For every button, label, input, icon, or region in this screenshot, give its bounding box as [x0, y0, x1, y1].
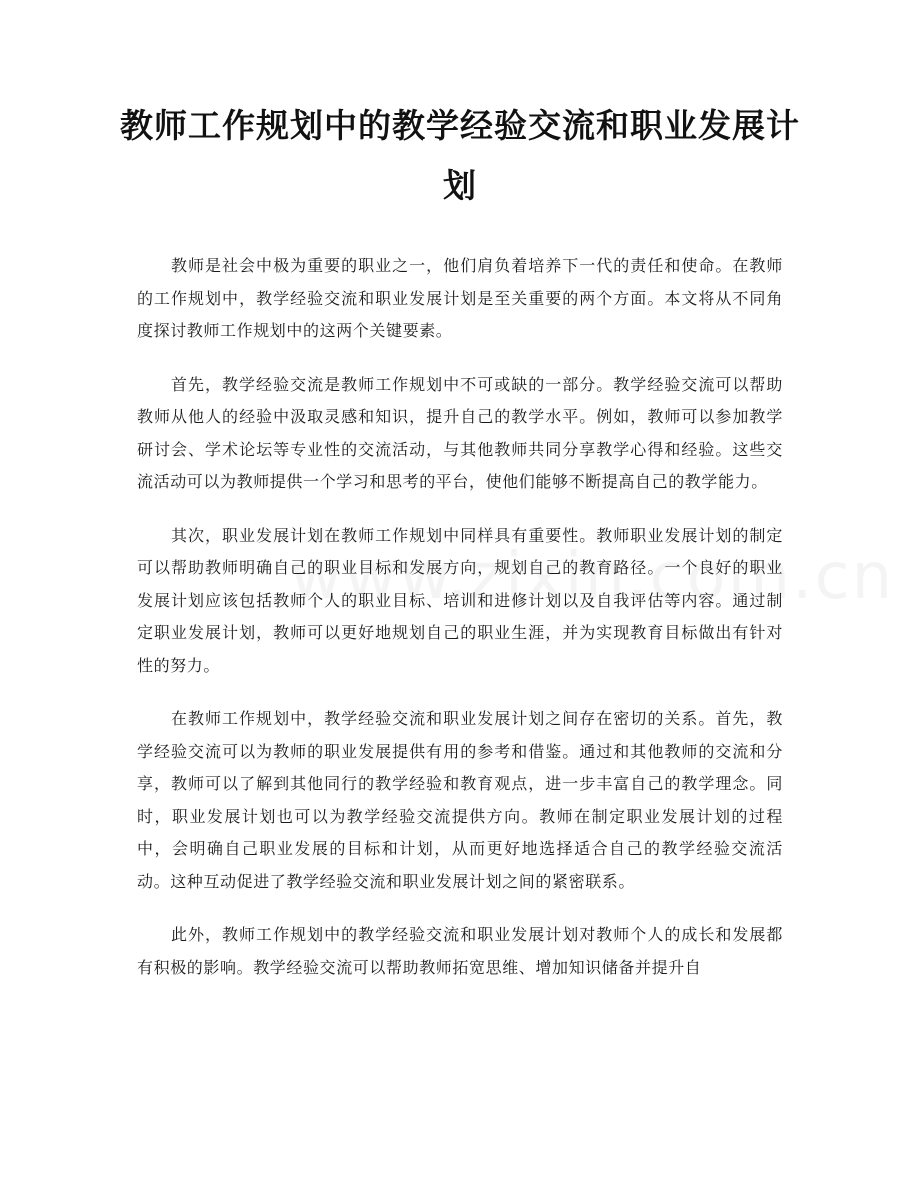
paragraph-4: 在教师工作规划中，教学经验交流和职业发展计划之间存在密切的关系。首先，教学经验交流可以为教师的职业发展提供有用的参考和借鉴。通过和其他教师的交流和分享，教师可以了解到其他同行的教学经验和教育观点，进一步丰富自己的教学理念。同时，职业发展计划也可以为教学经验交流提供方向。教师在制定职业发展计划的过程中，会明确自己职业发展的目标和计划，从而更好地选择适合自己的教学经验交流活动。这种互动促进了教学经验交流和职业发展计划之间的紧密联系。 [137, 709, 783, 891]
paragraph-1: 教师是社会中极为重要的职业之一，他们肩负着培养下一代的责任和使命。在教师的工作规划中，教学经验交流和职业发展计划是至关重要的两个方面。本文将从不同角度探讨教师工作规划中的这两个关键要素。 [137, 256, 783, 340]
document-body [137, 250, 783, 1005]
paragraph-5: 此外，教师工作规划中的教学经验交流和职业发展计划对教师个人的成长和发展都有积极的影响。教学经验交流可以帮助教师拓宽思维、增加知识储备并提升自 [137, 925, 783, 977]
paragraph-3: 其次，职业发展计划在教师工作规划中同样具有重要性。教师职业发展计划的制定可以帮助教师明确自己的职业目标和发展方向，规划自己的教育路径。一个良好的职业发展计划应该包括教师个人的职业目标、培训和进修计划以及自我评估等内容。通过制定职业发展计划，教师可以更好地规划自己的职业生涯，并为实现教育目标做出有针对性的努力。 [137, 525, 783, 675]
paragraph-2: 首先，教学经验交流是教师工作规划中不可或缺的一部分。教学经验交流可以帮助教师从他人的经验中汲取灵感和知识，提升自己的教学水平。例如，教师可以参加教学研讨会、学术论坛等专业性的交流活动，与其他教师共同分享教学心得和经验。这些交流活动可以为教师提供一个学习和思考的平台，使他们能够不断提高自己的教学能力。 [137, 374, 783, 491]
document-title: 教师工作规划中的教学经验交流和职业发展计划 [120, 106, 800, 205]
